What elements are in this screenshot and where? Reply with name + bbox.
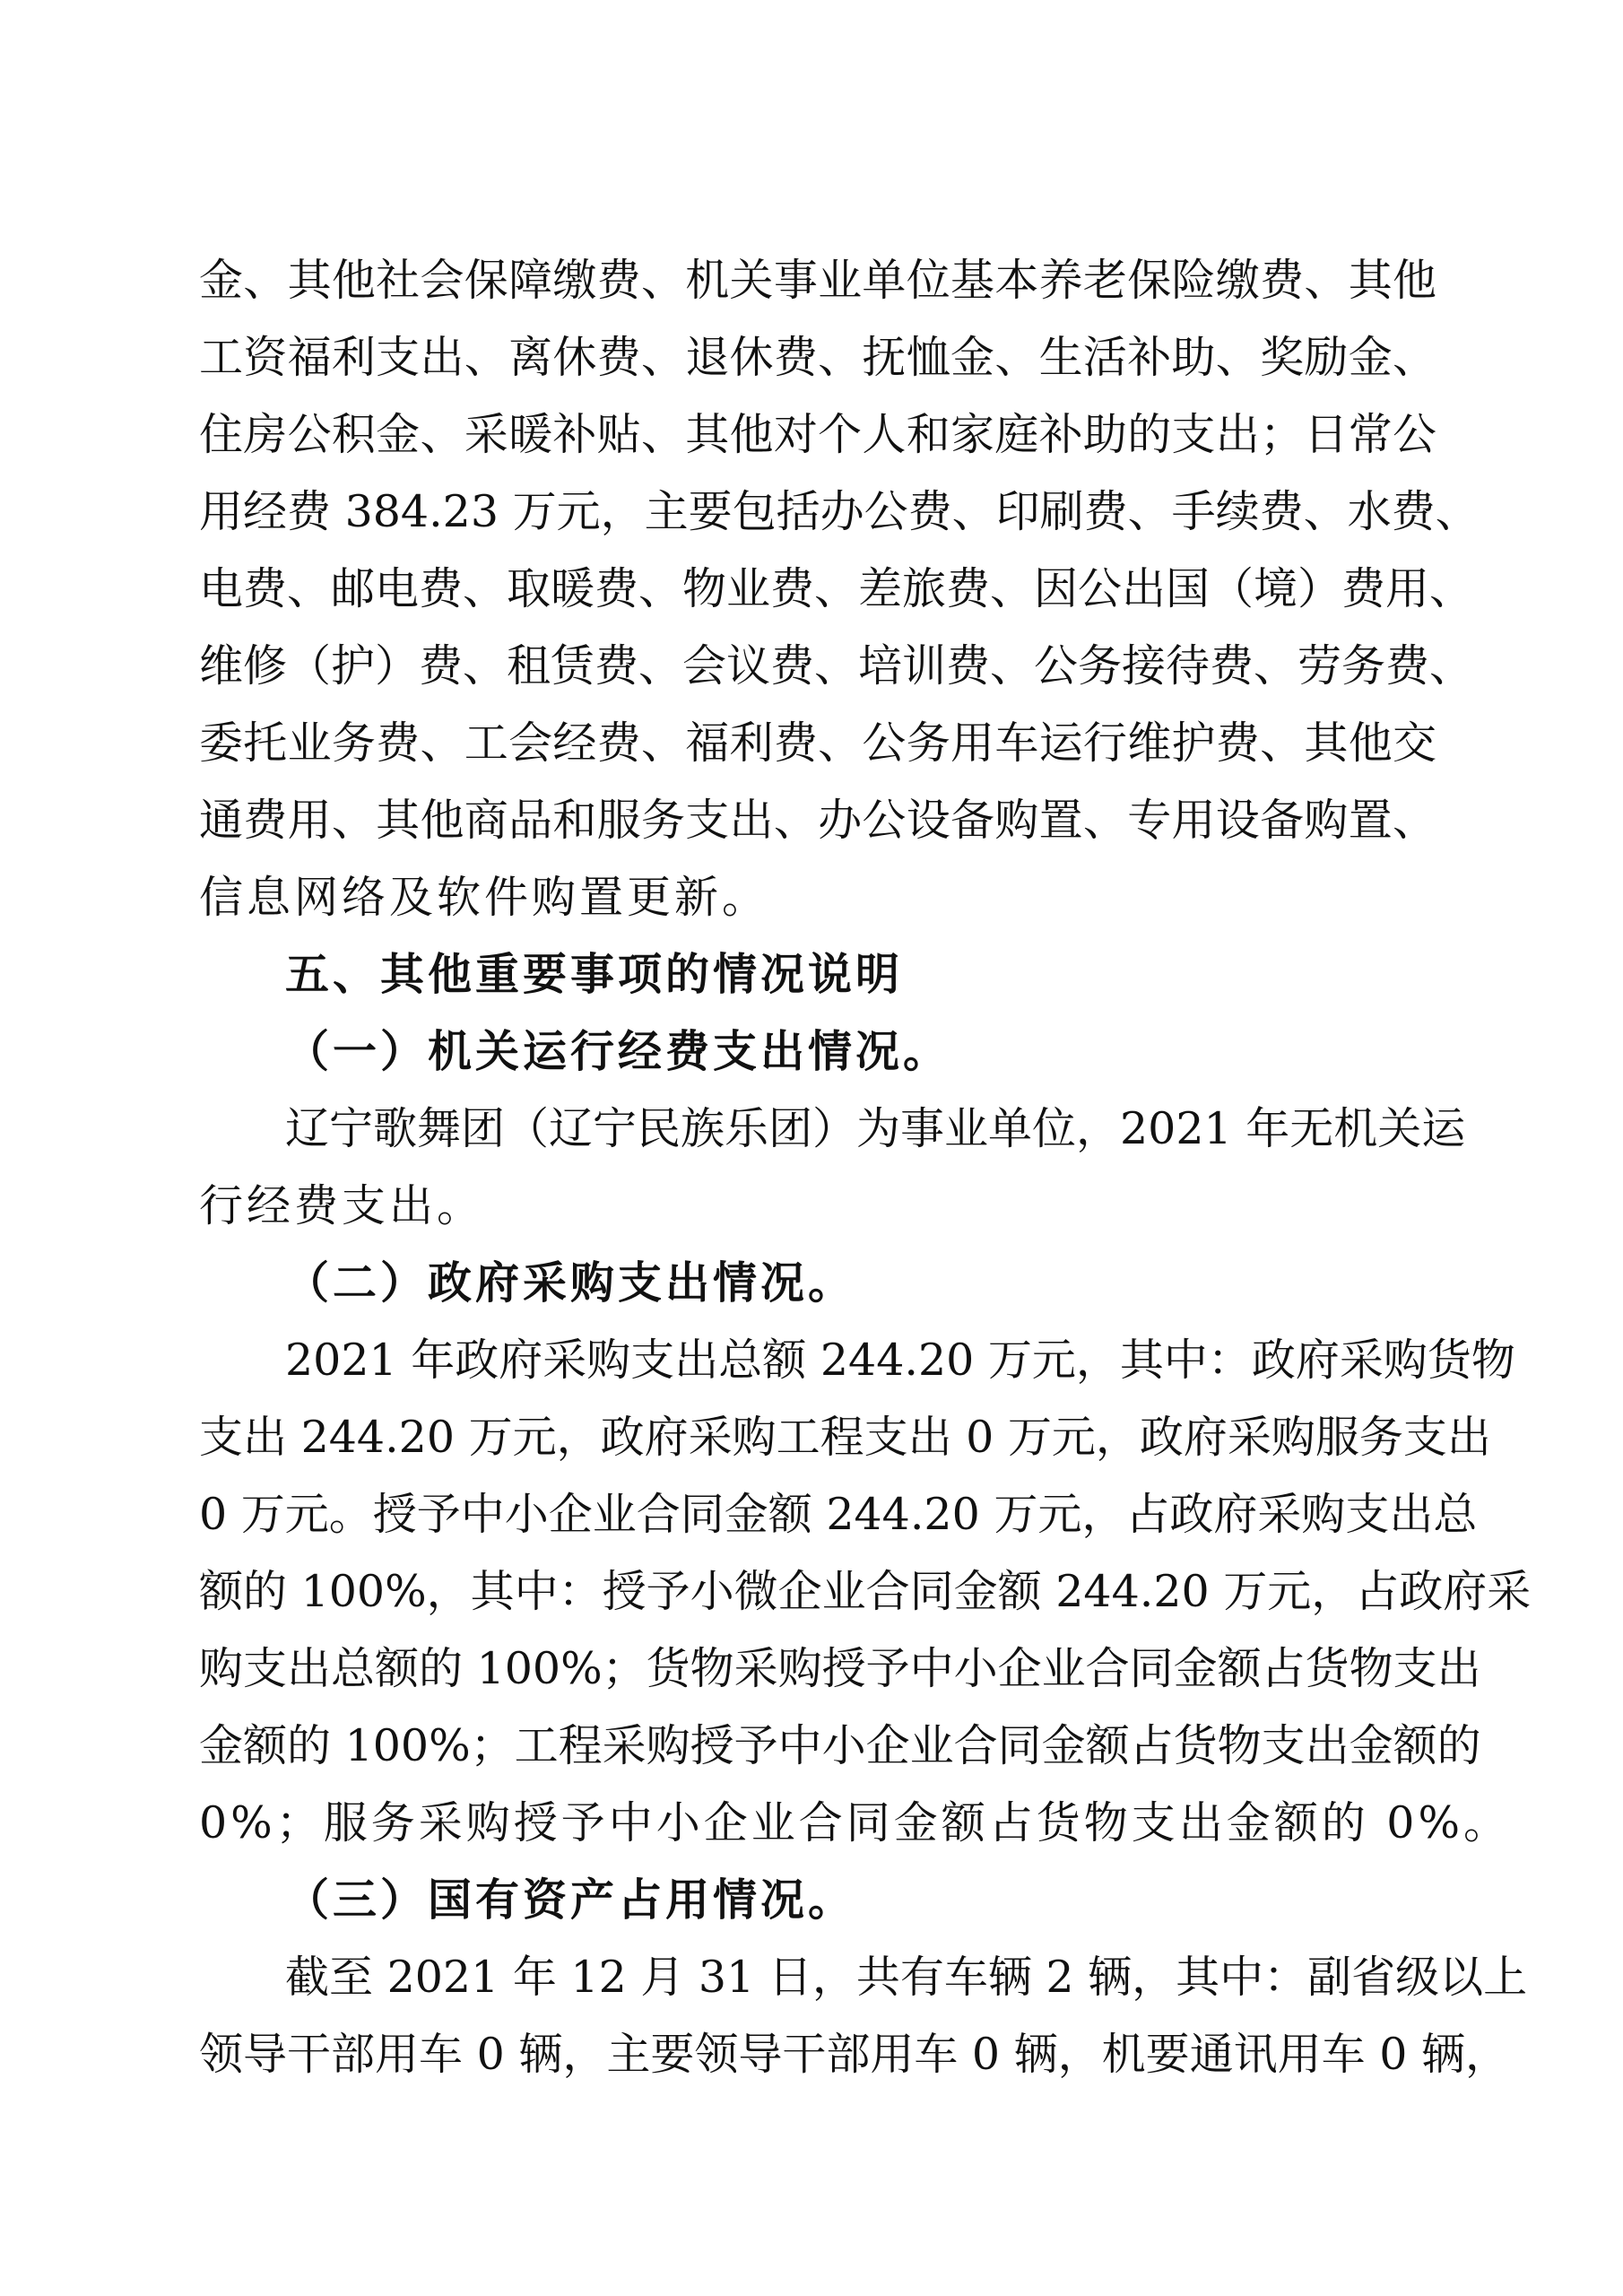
text-line: 0 万元。授予中小企业合同金额 244.20 万元，占政府采购支出总 bbox=[199, 1489, 1478, 1540]
section-heading-other-matters: 五、其他重要事项的情况说明 bbox=[285, 949, 904, 1000]
document-body bbox=[199, 242, 1532, 2093]
text-line: 信息网络及软件购置更新。 bbox=[199, 872, 770, 923]
subheading-government-procurement: （二）政府采购支出情况。 bbox=[285, 1257, 856, 1309]
text-line: 用经费 384.23 万元，主要包括办公费、印刷费、手续费、水费、 bbox=[199, 486, 1480, 537]
paragraph-state-assets bbox=[199, 1939, 1528, 2093]
text-line: 行经费支出。 bbox=[199, 1180, 485, 1231]
text-line: 金、其他社会保障缴费、机关事业单位基本养老保险缴费、其他 bbox=[199, 255, 1436, 306]
text-line: 工资福利支出、离休费、退休费、抚恤金、生活补助、奖励金、 bbox=[199, 332, 1436, 383]
text-line: 支出 244.20 万元，政府采购工程支出 0 万元，政府采购服务支出 bbox=[199, 1412, 1491, 1463]
subheading-state-assets: （三）国有资产占用情况。 bbox=[285, 1874, 856, 1926]
text-line: 电费、邮电费、取暖费、物业费、差旅费、因公出国（境）费用、 bbox=[199, 563, 1474, 614]
text-line: 维修（护）费、租赁费、会议费、培训费、公务接待费、劳务费、 bbox=[199, 640, 1474, 691]
text-line: 额的 100%，其中：授予小微企业合同金额 244.20 万元，占政府采 bbox=[199, 1566, 1532, 1617]
paragraph-personnel-expenses-tail bbox=[199, 242, 1480, 936]
text-line: 住房公积金、采暖补贴、其他对个人和家庭补助的支出；日常公 bbox=[199, 409, 1436, 460]
text-line: 截至 2021 年 12 月 31 日，共有车辆 2 辆，其中：副省级以上 bbox=[285, 1952, 1528, 2003]
text-line: 领导干部用车 0 辆，主要领导干部用车 0 辆，机要通讯用车 0 辆， bbox=[199, 2029, 1509, 2080]
text-line: 0%；服务采购授予中小企业合同金额占货物支出金额的 0%。 bbox=[199, 1797, 1512, 1848]
subheading-operating-expenses: （一）机关运行经费支出情况。 bbox=[285, 1026, 951, 1077]
text-line: 通费用、其他商品和服务支出、办公设备购置、专用设备购置、 bbox=[199, 795, 1436, 846]
paragraph-government-procurement bbox=[199, 1322, 1532, 1862]
text-line: 购支出总额的 100%；货物采购授予中小企业合同金额占货物支出 bbox=[199, 1643, 1481, 1694]
text-line: 2021 年政府采购支出总额 244.20 万元，其中：政府采购货物 bbox=[285, 1335, 1515, 1386]
paragraph-operating-expenses bbox=[199, 1091, 1466, 1245]
text-line: 辽宁歌舞团（辽宁民族乐团）为事业单位，2021 年无机关运 bbox=[285, 1103, 1466, 1154]
text-line: 委托业务费、工会经费、福利费、公务用车运行维护费、其他交 bbox=[199, 718, 1436, 769]
text-line: 金额的 100%；工程采购授予中小企业合同金额占货物支出金额的 bbox=[199, 1720, 1481, 1771]
